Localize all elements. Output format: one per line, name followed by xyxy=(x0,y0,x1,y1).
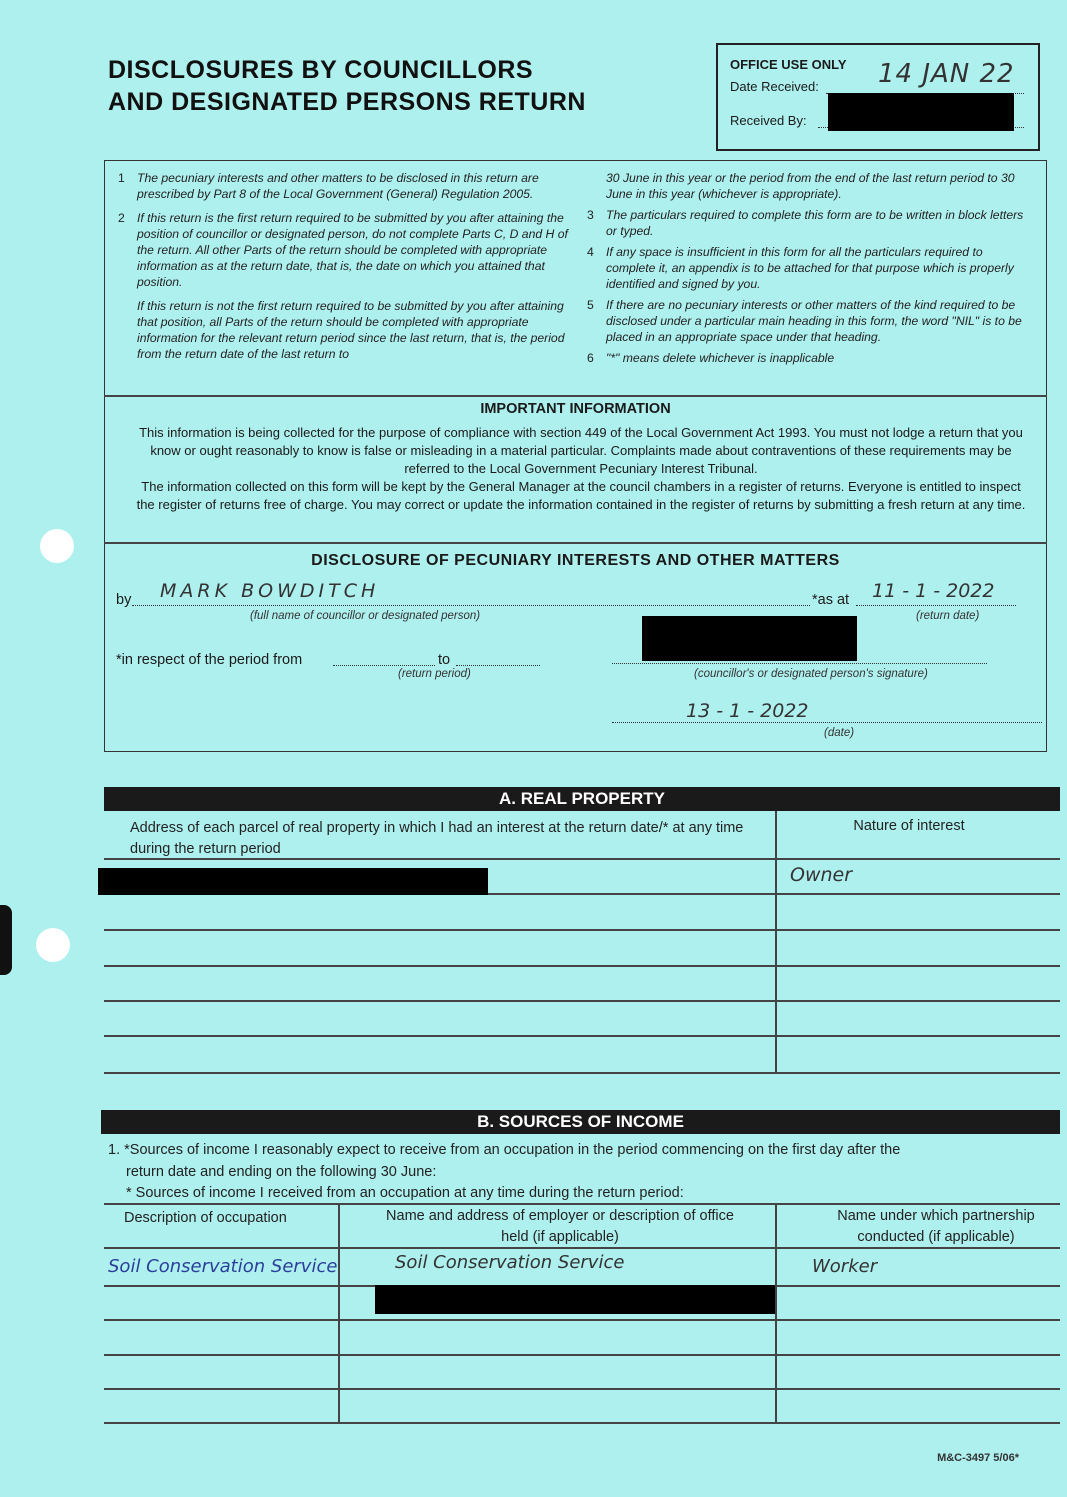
redaction-received-by xyxy=(828,93,1014,131)
punch-hole-top xyxy=(40,529,74,563)
form-title-line2: AND DESIGNATED PERSONS RETURN xyxy=(108,88,586,116)
income-intro xyxy=(108,1140,1048,1205)
signed-date-value[interactable]: 13 - 1 - 2022 xyxy=(686,700,809,722)
office-use-heading: OFFICE USE ONLY xyxy=(730,57,847,72)
instruction-item xyxy=(587,170,1033,202)
return-date-caption: (return date) xyxy=(916,610,980,622)
instruction-text: If this return is not the first return required to be submitted by you after attaining that position, all Parts of the return should be completed with appropriate information for the relevant return period since the last return, that is, the period from the return date of the last return to xyxy=(137,299,565,361)
instruction-text: If there are no pecuniary interests or other matters of the kind required to be disclosed under a particular main heading in this form, the word "NIL" is to be placed in an appropriate space under that heading. xyxy=(606,298,1022,344)
instruction-number: 3 xyxy=(587,208,594,222)
real-property-col2-header: Nature of interest xyxy=(853,818,965,834)
income-table-top xyxy=(104,1203,1060,1205)
instruction-number: 4 xyxy=(587,245,594,259)
date-line xyxy=(612,722,1042,723)
instruction-item xyxy=(118,210,568,290)
real-property-heading: A. REAL PROPERTY xyxy=(104,787,1060,811)
redaction-property-address xyxy=(98,868,488,895)
instructions-right xyxy=(587,170,1033,366)
income-header-rule xyxy=(104,1247,1060,1249)
instruction-text: The particulars required to complete this form are to be written in block letters or typed. xyxy=(606,208,1024,238)
real-property-row-line xyxy=(104,929,1060,931)
real-property-row-line xyxy=(104,965,1060,967)
partnership-value[interactable]: Worker xyxy=(812,1256,878,1277)
office-use-box xyxy=(716,43,1040,151)
page-edge-mark xyxy=(0,905,12,975)
form-code: M&C-3497 5/06* xyxy=(937,1452,1019,1464)
signature-caption: (councillor's or designated person's signature) xyxy=(694,668,928,680)
important-body xyxy=(136,424,1026,514)
instruction-text: The pecuniary interests and other matters to be disclosed in this return are prescribed by Part 8 of the Local Government (General) Regulation 2005. xyxy=(137,171,539,201)
by-label: by xyxy=(116,592,132,608)
instructions-left xyxy=(118,170,568,362)
income-row-line xyxy=(104,1388,1060,1390)
income-intro-line1 xyxy=(108,1140,1048,1162)
instruction-number: 6 xyxy=(587,351,594,365)
instruction-number: 2 xyxy=(118,211,125,225)
period-to-line xyxy=(456,665,540,666)
income-intro-number: 1. xyxy=(108,1142,121,1158)
form-title-line1: DISCLOSURES BY COUNCILLORS xyxy=(108,56,534,84)
real-property-row-line xyxy=(104,1035,1060,1037)
important-heading: IMPORTANT INFORMATION xyxy=(480,401,671,417)
real-property-col1-header: Address of each parcel of real property in which I had an interest at the return date/* at any time during the return period xyxy=(130,820,744,857)
period-label: *in respect of the period from xyxy=(116,652,303,668)
instruction-item xyxy=(587,350,1033,366)
income-intro-line3: * Sources of income I received from an occupation at any time during the return period: xyxy=(126,1185,684,1201)
important-para1: This information is being collected for the purpose of compliance with section 449 of the Local Government Act 1993. You must not lodge a return that you know or ought reasonably to know is false or misleading in a material particular. Complaints made about contraventions of these requirements may be referred to the Local Government Pecuniary Interest Tribunal. xyxy=(139,425,1023,476)
instruction-item xyxy=(587,207,1033,239)
instruction-item xyxy=(587,244,1033,292)
instruction-number: 5 xyxy=(587,298,594,312)
date-caption: (date) xyxy=(824,727,855,739)
received-by-label: Received By: xyxy=(730,113,807,128)
employer-value[interactable]: Soil Conservation Service xyxy=(395,1252,625,1273)
income-col2-header: Name and address of employer or description of office held (if applicable) xyxy=(386,1208,734,1245)
period-caption: (return period) xyxy=(398,668,471,680)
instruction-item xyxy=(118,170,568,202)
instruction-text: "*" means delete whichever is inapplicable xyxy=(606,351,835,365)
income-column-divider-1 xyxy=(338,1203,340,1423)
return-date-value[interactable]: 11 - 1 - 2022 xyxy=(872,580,995,602)
income-intro-text: *Sources of income I reasonably expect to receive from an occupation in the period commencing on the first day after the xyxy=(124,1142,901,1158)
councillor-name-value[interactable]: MARK BOWDITCH xyxy=(160,580,380,602)
form-title xyxy=(108,54,586,118)
real-property-row-line xyxy=(104,1072,1060,1074)
occupation-value[interactable]: Soil Conservation Service xyxy=(108,1256,338,1277)
disclosure-heading: DISCLOSURE OF PECUNIARY INTERESTS AND OTHER MATTERS xyxy=(311,552,840,569)
instruction-text: If this return is the first return required to be submitted by you after attaining the position of councillor or designated person, do not complete Parts C, D and H of the return. All other Parts of the return should be completed with appropriate information as at the return date, that is, the date on which you attained that position. xyxy=(137,211,568,289)
divider-important xyxy=(104,395,1047,397)
real-property-row-line xyxy=(104,1000,1060,1002)
instruction-item xyxy=(118,298,568,362)
to-label: to xyxy=(438,652,451,668)
instruction-number: 1 xyxy=(118,171,125,185)
divider-disclosure xyxy=(104,542,1047,544)
punch-hole-bottom xyxy=(36,928,70,962)
redaction-signature xyxy=(642,616,857,661)
date-received-label: Date Received: xyxy=(730,79,819,94)
name-line xyxy=(132,605,810,606)
income-intro-line2: return date and ending on the following 30 June: xyxy=(126,1163,437,1180)
income-row-line xyxy=(104,1319,1060,1321)
period-from-line xyxy=(333,665,435,666)
instruction-text: If any space is insufficient in this form for all the particulars required to complete it, an appendix is to be attached for that purpose which is properly identified and signed by you. xyxy=(606,245,1014,291)
instruction-text: 30 June in this year or the period from the end of the last return period to 30 June in this year (whichever is appropriate). xyxy=(606,171,1015,201)
income-heading: B. SOURCES OF INCOME xyxy=(101,1110,1060,1134)
income-column-divider-2 xyxy=(775,1203,777,1423)
important-para2: The information collected on this form will be kept by the General Manager at the council chambers in a register of returns. Everyone is entitled to inspect the register of returns free of charge. You may correct or update the information contained in the register of returns by submitting a fresh return at any time. xyxy=(136,479,1026,512)
return-date-line xyxy=(856,605,1016,606)
redaction-employer-address xyxy=(375,1285,775,1314)
name-caption: (full name of councillor or designated person) xyxy=(250,610,481,622)
income-col1-header: Description of occupation xyxy=(124,1210,287,1226)
as-at-label: *as at xyxy=(812,592,850,608)
instruction-item xyxy=(587,297,1033,345)
income-row-line xyxy=(104,1422,1060,1424)
income-row-line xyxy=(104,1354,1060,1356)
property-nature-value[interactable]: Owner xyxy=(790,864,853,886)
income-col3-header: Name under which partnership conducted (if applicable) xyxy=(837,1208,1035,1245)
date-received-value[interactable]: 14 JAN 22 xyxy=(878,59,1015,89)
signature-line xyxy=(612,663,987,664)
